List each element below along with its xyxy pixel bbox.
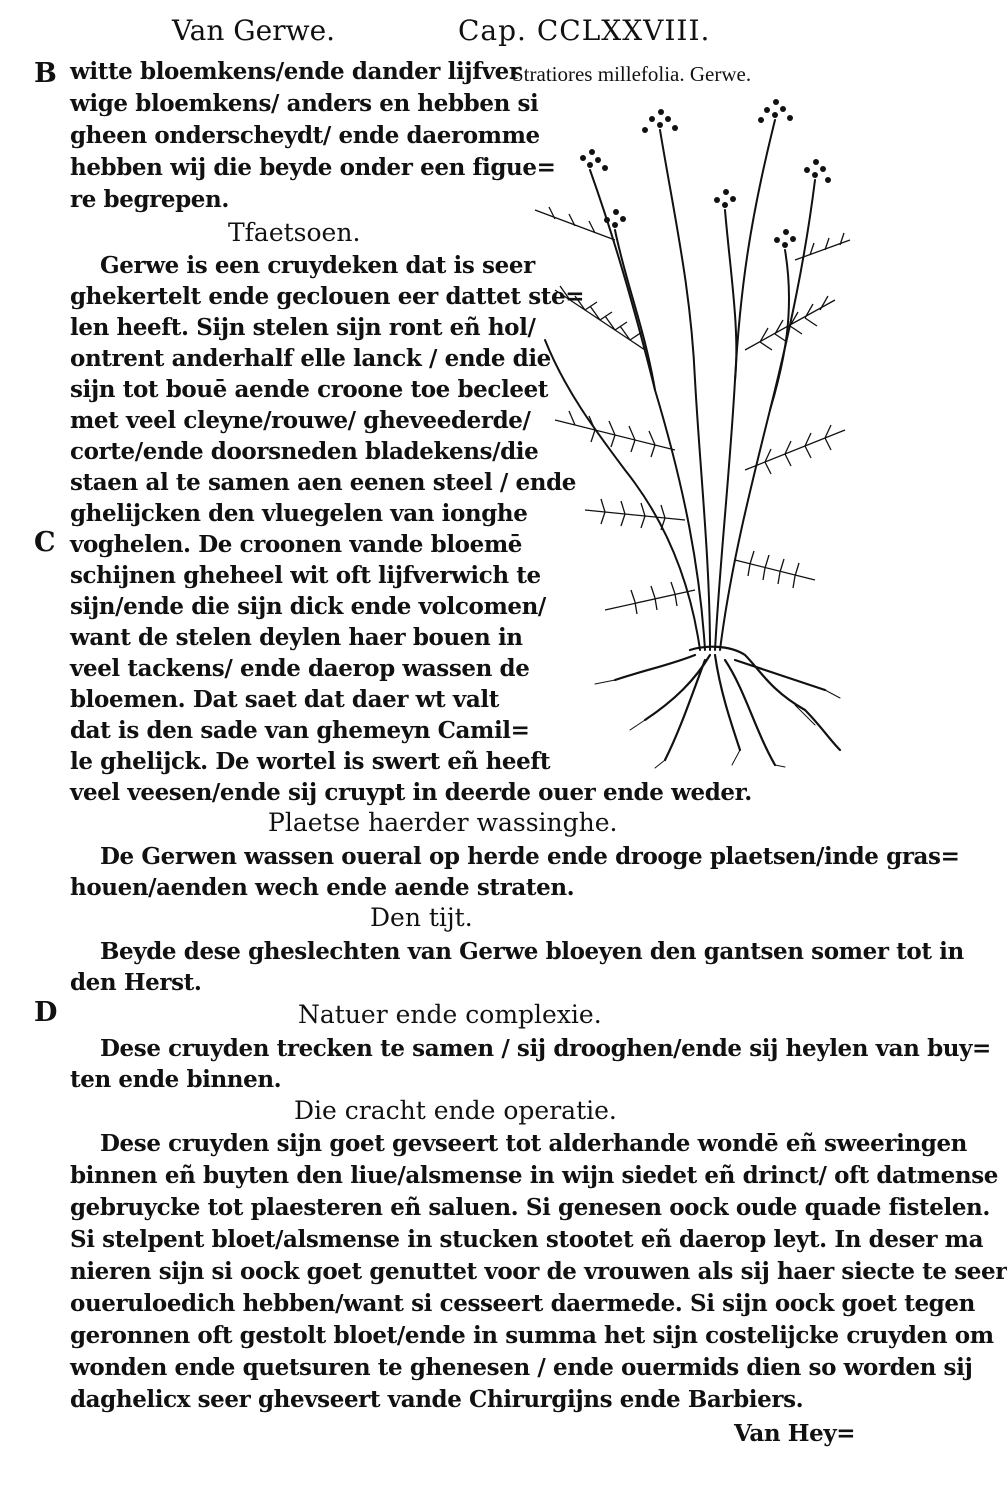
yarrow-woodcut-illustration (495, 90, 865, 770)
text-line: want de stelen deylen haer bouen in (70, 624, 523, 651)
text-line: hebben wij die beyde onder een figue= (70, 154, 556, 181)
text-line: le ghelijck. De wortel is swert eñ heeft (70, 748, 551, 775)
text-line: Dese cruyden sijn goet gevseert tot alderhande wondē eñ sweeringen (100, 1130, 968, 1157)
section-heading-taetsoen: Tfaetsoen. (228, 218, 361, 247)
text-line: oueruloedich hebben/want si cesseert daermede. Si sijn oock goet tegen (70, 1290, 975, 1317)
text-line: Beyde dese gheslechten van Gerwe bloeyen den gantsen somer tot in (100, 938, 964, 965)
text-line: binnen eñ buyten den liue/alsmense in wijn siedet eñ drinct/ oft datmense (70, 1162, 999, 1189)
text-line: De Gerwen wassen oueral op herde ende drooge plaetsen/inde gras= (100, 843, 960, 870)
text-line: wige bloemkens/ anders en hebben si (70, 90, 539, 117)
text-line: den Herst. (70, 969, 202, 996)
text-line: voghelen. De croonen vande bloemē (70, 531, 522, 558)
illustration-caption: Stratiores millefolia. Gerwe. (512, 62, 752, 86)
section-heading-natuer: Natuer ende complexie. (298, 1000, 602, 1029)
text-line: staen al te samen aen eenen steel / ende (70, 469, 576, 496)
text-line: len heeft. Sijn stelen sijn ront eñ hol/ (70, 314, 536, 341)
section-heading-plaetse: Plaetse haerder wassinghe. (268, 808, 618, 837)
catchword: Van Hey= (734, 1420, 856, 1447)
text-line: ontrent anderhalf elle lanck / ende die (70, 345, 551, 372)
text-line: re begrepen. (70, 186, 229, 213)
text-line: met veel cleyne/rouwe/ gheveederde/ (70, 407, 531, 434)
section-heading-tijt: Den tijt. (370, 903, 473, 932)
text-line: geronnen oft gestolt bloet/ende in summa het sijn costelijcke cruyden om (70, 1322, 994, 1349)
section-heading-cracht: Die cracht ende operatie. (294, 1096, 617, 1125)
text-line: sijn/ende die sijn dick ende volcomen/ (70, 593, 546, 620)
text-line: nieren sijn si oock goet genuttet voor de vrouwen als sij haer siecte te seer (70, 1258, 1007, 1285)
text-line: gebruycke tot plaesteren eñ saluen. Si genesen oock oude quade fistelen. (70, 1194, 990, 1221)
text-line: daghelicx seer ghevseert vande Chirurgijns ende Barbiers. (70, 1386, 804, 1413)
text-line: schijnen gheheel wit oft lijfverwich te (70, 562, 541, 589)
margin-letter-b: B (34, 58, 57, 89)
text-line: corte/ende doorsneden bladekens/die (70, 438, 539, 465)
text-line: dat is den sade van ghemeyn Camil= (70, 717, 530, 744)
margin-letter-d: D (34, 997, 58, 1028)
text-line: Si stelpent bloet/alsmense in stucken stootet eñ daerop leyt. In deser ma (70, 1226, 984, 1253)
text-line: sijn tot bouē aende croone toe becleet (70, 376, 549, 403)
running-head-title: Van Gerwe. (172, 14, 336, 47)
text-line: wonden ende quetsuren te ghenesen / ende ouermids dien so worden sij (70, 1354, 973, 1381)
text-line: ghelijcken den vluegelen van ionghe (70, 500, 528, 527)
text-line: bloemen. Dat saet dat daer wt valt (70, 686, 499, 713)
text-line: ghekertelt ende geclouen eer dattet ste= (70, 283, 585, 310)
text-line: veel veesen/ende sij cruypt in deerde ouer ende weder. (70, 779, 752, 806)
text-line: ten ende binnen. (70, 1066, 282, 1093)
margin-letter-c: C (34, 527, 56, 558)
text-line: witte bloemkens/ende dander lijfver (70, 58, 521, 85)
text-line: houen/aenden wech ende aende straten. (70, 874, 575, 901)
text-line: gheen onderscheydt/ ende daeromme (70, 122, 540, 149)
text-line: Gerwe is een cruydeken dat is seer (100, 252, 535, 279)
chapter-number: Cap. CCLXXVIII. (458, 14, 711, 47)
text-line: Dese cruyden trecken te samen / sij drooghen/ende sij heylen van buy= (100, 1035, 991, 1062)
text-line: veel tackens/ ende daerop wassen de (70, 655, 530, 682)
